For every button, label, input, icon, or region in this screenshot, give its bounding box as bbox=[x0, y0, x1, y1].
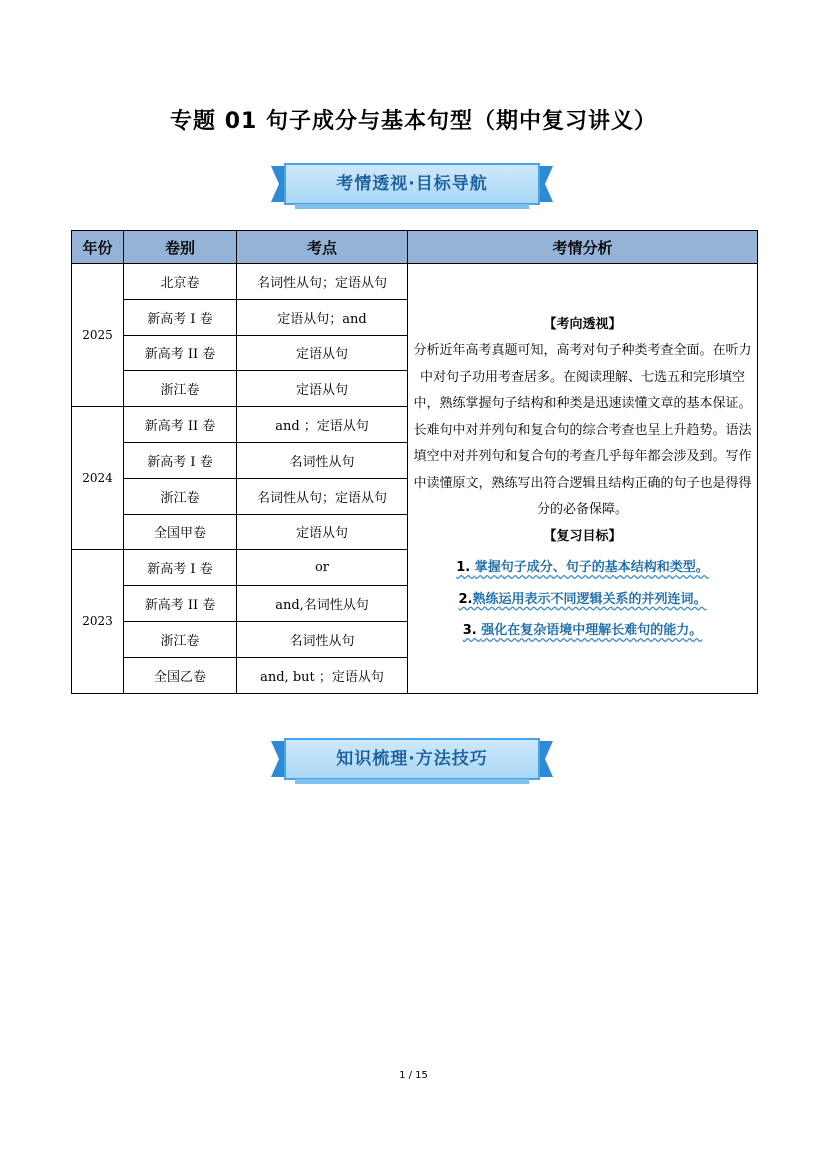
banner-knowledge bbox=[271, 737, 553, 787]
point-cell: and ；定语从句 bbox=[237, 407, 408, 443]
goal-item: 1. 掌握句子成分、句子的基本结构和类型。 bbox=[456, 560, 709, 576]
point-cell: 名词性从句 bbox=[237, 442, 408, 478]
paper-cell: 新高考 I 卷 bbox=[124, 442, 237, 478]
point-cell: or bbox=[237, 550, 408, 586]
paper-cell: 新高考 I 卷 bbox=[124, 550, 237, 586]
point-cell: 定语从句 bbox=[237, 371, 408, 407]
table-header-row bbox=[72, 231, 758, 264]
paper-cell: 全国甲卷 bbox=[124, 514, 237, 550]
header-paper: 卷别 bbox=[124, 231, 237, 264]
paper-cell: 浙江卷 bbox=[124, 478, 237, 514]
header-point: 考点 bbox=[237, 231, 408, 264]
point-cell: 定语从句；and bbox=[237, 299, 408, 335]
exam-table bbox=[71, 230, 758, 694]
paper-cell: 浙江卷 bbox=[124, 371, 237, 407]
point-cell: 名词性从句 bbox=[237, 621, 408, 657]
point-cell: 名词性从句；定语从句 bbox=[237, 264, 408, 300]
point-cell: 定语从句 bbox=[237, 335, 408, 371]
analysis-heading-trend: 【考向透视】 bbox=[543, 316, 622, 332]
year-cell: 2024 bbox=[72, 407, 124, 550]
point-cell: 名词性从句；定语从句 bbox=[237, 478, 408, 514]
header-analysis: 考情分析 bbox=[408, 231, 758, 264]
paper-cell: 新高考 II 卷 bbox=[124, 407, 237, 443]
paper-cell: 新高考 II 卷 bbox=[124, 335, 237, 371]
paper-cell: 浙江卷 bbox=[124, 621, 237, 657]
paper-cell: 北京卷 bbox=[124, 264, 237, 300]
point-cell: 定语从句 bbox=[237, 514, 408, 550]
goal-item: 3. 强化在复杂语境中理解长难句的能力。 bbox=[462, 623, 703, 639]
banner-text: 考情透视·目标导航 bbox=[336, 174, 488, 194]
analysis-cell bbox=[408, 264, 758, 694]
paper-cell: 新高考 II 卷 bbox=[124, 586, 237, 622]
page-title: 专题 01 句子成分与基本句型（期中复习讲义） bbox=[170, 109, 657, 134]
year-cell: 2025 bbox=[72, 264, 124, 407]
year-cell: 2023 bbox=[72, 550, 124, 693]
page-number: 1 / 15 bbox=[399, 1070, 428, 1081]
paper-cell: 新高考 I 卷 bbox=[124, 299, 237, 335]
goal-item: 2.熟练运用表示不同逻辑关系的并列连词。 bbox=[458, 591, 707, 607]
banner-exam-overview bbox=[271, 162, 553, 212]
analysis-heading-goals: 【复习目标】 bbox=[543, 528, 622, 544]
point-cell: and,名词性从句 bbox=[237, 586, 408, 622]
point-cell: and, but ；定语从句 bbox=[237, 657, 408, 693]
header-year: 年份 bbox=[72, 231, 124, 264]
banner-text: 知识梳理·方法技巧 bbox=[336, 749, 488, 769]
analysis-body: 分析近年高考真题可知，高考对句子种类考查全面。在听力中对句子功用考查居多。在阅读理解、七选五和完形填空中，熟练掌握句子结构和种类是迅速读懂文章的基本保证。长难句中对并列句和复合句的综合考查也呈上升趋势。语法填空中对并列句和复合句的考查几乎每年都会涉及到。写作中读懂原文，熟练写出符合逻辑且结构正确的句子也是得得分的必备保障。 bbox=[413, 343, 752, 518]
table-row bbox=[72, 264, 758, 300]
paper-cell: 全国乙卷 bbox=[124, 657, 237, 693]
